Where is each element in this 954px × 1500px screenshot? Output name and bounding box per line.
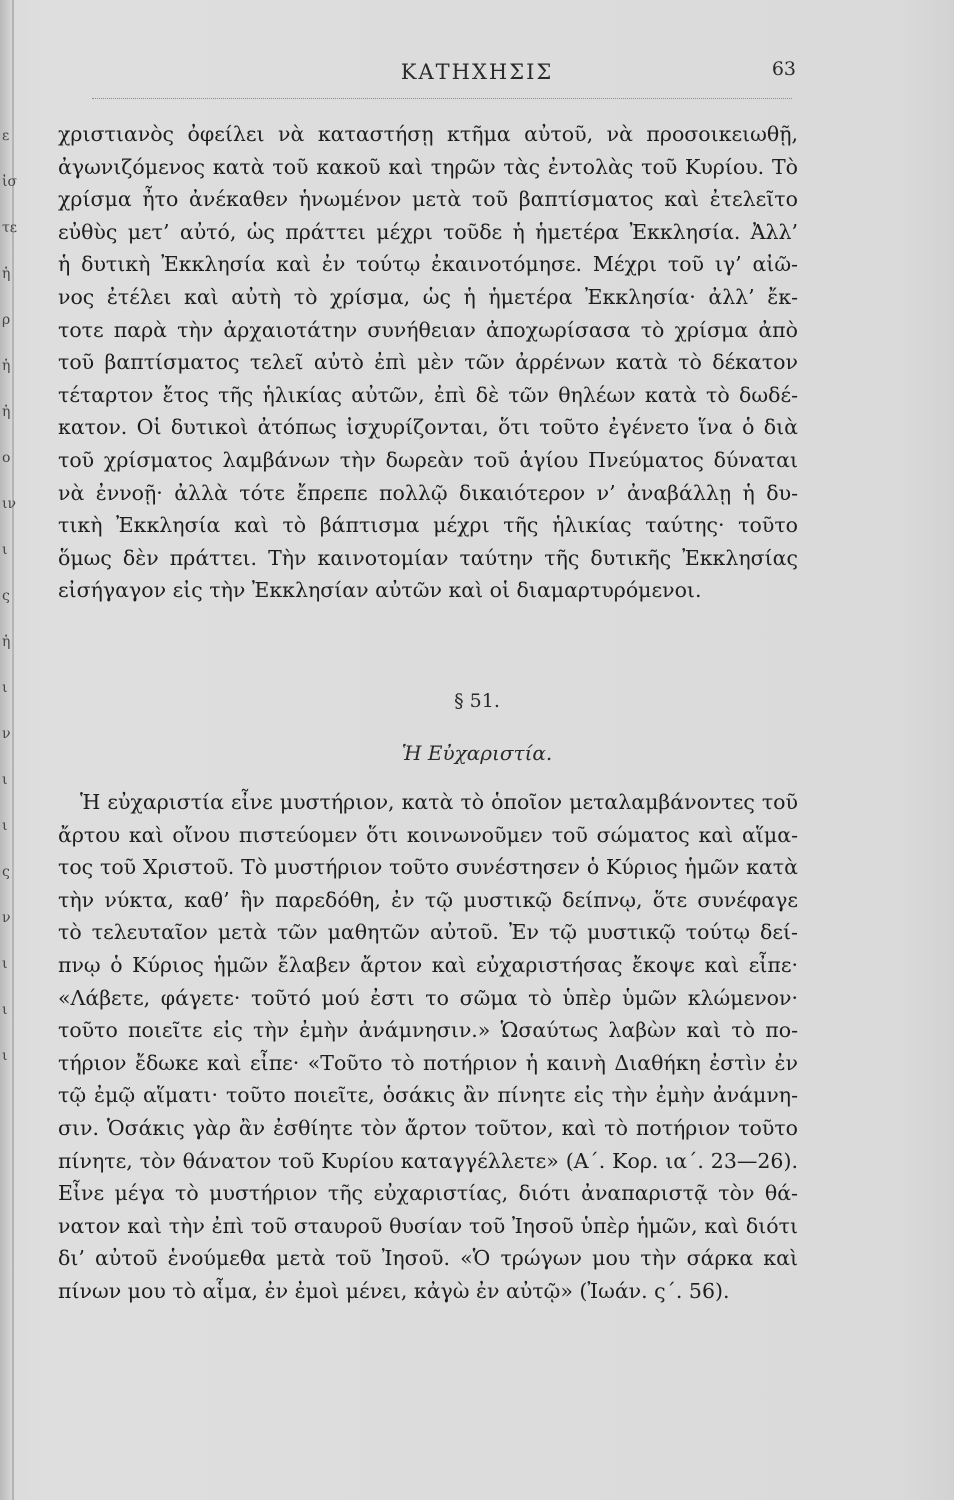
- text-line: τοτε παρὰ τὴν ἀρχαιοτάτην συνήθειαν ἀποχωρίσασα τὸ χρίσμα ἀπὸ: [58, 317, 798, 342]
- margin-mark: ἡ: [2, 266, 11, 282]
- margin-mark: ι: [2, 772, 8, 788]
- margin-mark: ο: [2, 450, 11, 466]
- text-line: πνῳ ὁ Κύριος ἡμῶν ἔλαβεν ἄρτον καὶ εὐχαριστήσας ἔκοψε καὶ εἶπε·: [58, 952, 798, 977]
- margin-mark: ν: [2, 910, 11, 926]
- text-line: νος ἐτέλει καὶ αὐτὴ τὸ χρίσμα, ὡς ἡ ἡμετέρα Ἐκκλησία· ἀλλ’ ἔκ-: [58, 284, 798, 309]
- text-line: ἡ δυτικὴ Ἐκκλησία καὶ ἐν τούτῳ ἐκαινοτόμησε. Μέχρι τοῦ ιγ’ αἰῶ-: [58, 252, 798, 277]
- margin-mark: ρ: [2, 312, 11, 328]
- margin-mark: ς: [2, 864, 10, 880]
- text-line: εὐθὺς μετ’ αὐτό, ὡς πράττει μέχρι τοῦδε ἡ ἡμετέρα Ἐκκλησία. Ἀλλ’: [58, 219, 798, 244]
- text-line: πίνητε, τὸν θάνατον τοῦ Κυρίου καταγγέλλετε» (Α΄. Κορ. ια΄. 23—26).: [58, 1148, 798, 1173]
- text-line: σιν. Ὁσάκις γὰρ ἂν ἐσθίητε τὸν ἄρτον τοῦτον, καὶ τὸ ποτήριον τοῦτο: [58, 1115, 798, 1140]
- margin-mark: ι: [2, 542, 8, 558]
- running-title: ΚΑΤΗΧΗΣΙΣ: [400, 60, 554, 84]
- text-line: κατον. Οἱ δυτικοὶ ἀτόπως ἰσχυρίζονται, ὅτι τοῦτο ἐγένετο ἵνα ὁ διὰ: [58, 415, 798, 440]
- text-line: τήριον ἔδωκε καὶ εἶπε· «Τοῦτο τὸ ποτήριον ἡ καινὴ Διαθήκη ἐστὶν ἐν: [58, 1050, 798, 1075]
- margin-mark: ς: [2, 588, 10, 604]
- margin-mark: ε: [2, 128, 10, 144]
- margin-mark: ι: [2, 818, 8, 834]
- margin-mark: ἡ: [2, 404, 11, 420]
- text-line: πίνων μου τὸ αἷμα, ἐν ἐμοὶ μένει, κἀγὼ ἐν αὐτῷ» (Ἰωάν. ς΄. 56).: [58, 1278, 730, 1303]
- margin-mark: ι: [2, 680, 8, 696]
- margin-mark: ι: [2, 956, 8, 972]
- text-line: τοῦτο ποιεῖτε εἰς τὴν ἐμὴν ἀνάμνησιν.» Ὡσαύτως λαβὼν καὶ τὸ πο-: [58, 1018, 798, 1043]
- text-line: εἰσήγαγον εἰς τὴν Ἐκκλησίαν αὐτῶν καὶ οἱ διαμαρτυρόμενοι.: [58, 578, 702, 603]
- margin-mark: ιν: [2, 496, 16, 512]
- margin-mark: ἰσ: [2, 174, 18, 190]
- text-line: ἀγωνιζόμενος κατὰ τοῦ κακοῦ καὶ τηρῶν τὰς ἐντολὰς τοῦ Κυρίου. Τὸ: [58, 154, 798, 179]
- section-title: Ἡ Εὐχαριστία.: [401, 741, 553, 765]
- paragraph-1: [58, 118, 798, 607]
- text-line: τικὴ Ἐκκλησία καὶ τὸ βάπτισμα μέχρι τῆς ἡλικίας ταύτης· τοῦτο: [58, 513, 798, 538]
- text-line: νατον καὶ τὴν ἐπὶ τοῦ σταυροῦ θυσίαν τοῦ Ἰησοῦ ὑπὲρ ἡμῶν, καὶ διότι: [58, 1213, 798, 1238]
- text-line: ὅμως δὲν πράττει. Τὴν καινοτομίαν ταύτην τῆς δυτικῆς Ἐκκλησίας: [58, 545, 798, 570]
- text-line: τοῦ χρίσματος λαμβάνων τὴν δωρεὰν τοῦ ἁγίου Πνεύματος δύναται: [58, 447, 798, 472]
- text-line: «Λάβετε, φάγετε· τοῦτό μού ἐστι το σῶμα τὸ ὑπὲρ ὑμῶν κλώμενον·: [58, 985, 798, 1010]
- page-number: 63: [771, 58, 796, 80]
- text-line: τὴν νύκτα, καθ’ ἣν παρεδόθη, ἐν τῷ μυστικῷ δείπνῳ, ὅτε συνέφαγε: [58, 887, 798, 912]
- text-line: νὰ ἐννοῇ· ἀλλὰ τότε ἔπρεπε πολλῷ δικαιότερον ν’ ἀναβάλλῃ ἡ δυ-: [58, 480, 798, 505]
- running-head: [0, 60, 954, 90]
- text-line: τῷ ἐμῷ αἵματι· τοῦτο ποιεῖτε, ὁσάκις ἂν πίνητε εἰς τὴν ἐμὴν ἀνάμνη-: [58, 1083, 798, 1108]
- margin-mark: ν: [2, 726, 11, 742]
- paragraph-2: [58, 786, 798, 1308]
- margin-mark: τε: [2, 220, 17, 236]
- section-number: § 51.: [454, 690, 500, 712]
- text-line: Ἡ εὐχαριστία εἶνε μυστήριον, κατὰ τὸ ὁποῖον μεταλαμβάνοντες τοῦ: [80, 790, 798, 814]
- text-line: χριστιανὸς ὀφείλει νὰ καταστήσῃ κτῆμα αὐτοῦ, νὰ προσοικειωθῇ,: [58, 122, 798, 146]
- text-line: τος τοῦ Χριστοῦ. Τὸ μυστήριον τοῦτο συνέστησεν ὁ Κύριος ἡμῶν κατὰ: [58, 855, 798, 880]
- text-line: τὸ τελευταῖον μετὰ τῶν μαθητῶν αὐτοῦ. Ἐν τῷ μυστικῷ τούτῳ δεί-: [58, 920, 798, 945]
- margin-mark: ι: [2, 1048, 8, 1064]
- text-line: χρίσμα ἦτο ἀνέκαθεν ἡνωμένον μετὰ τοῦ βαπτίσματος καὶ ἐτελεῖτο: [58, 187, 798, 212]
- margin-mark: ἡ: [2, 358, 11, 374]
- text-line: τοῦ βαπτίσματος τελεῖ αὐτὸ ἐπὶ μὲν τῶν ἀρρένων κατὰ τὸ δέκατον: [58, 350, 798, 375]
- header-rule: [92, 98, 792, 99]
- text-line: ἄρτου καὶ οἴνου πιστεύομεν ὅτι κοινωνοῦμεν τοῦ σώματος καὶ αἵμα-: [58, 822, 798, 847]
- text-line: τέταρτον ἔτος τῆς ἡλικίας αὐτῶν, ἐπὶ δὲ τῶν θηλέων κατὰ τὸ δωδέ-: [58, 382, 798, 407]
- margin-mark: ἡ: [2, 634, 11, 650]
- text-line: Εἶνε μέγα τὸ μυστήριον τῆς εὐχαριστίας, διότι ἀναπαριστᾷ τὸν θά-: [58, 1181, 798, 1206]
- text-line: δι’ αὐτοῦ ἑνούμεθα μετὰ τοῦ Ἰησοῦ. «Ὁ τρώγων μου τὴν σάρκα καὶ: [58, 1246, 798, 1271]
- margin-mark: ι: [2, 1002, 8, 1018]
